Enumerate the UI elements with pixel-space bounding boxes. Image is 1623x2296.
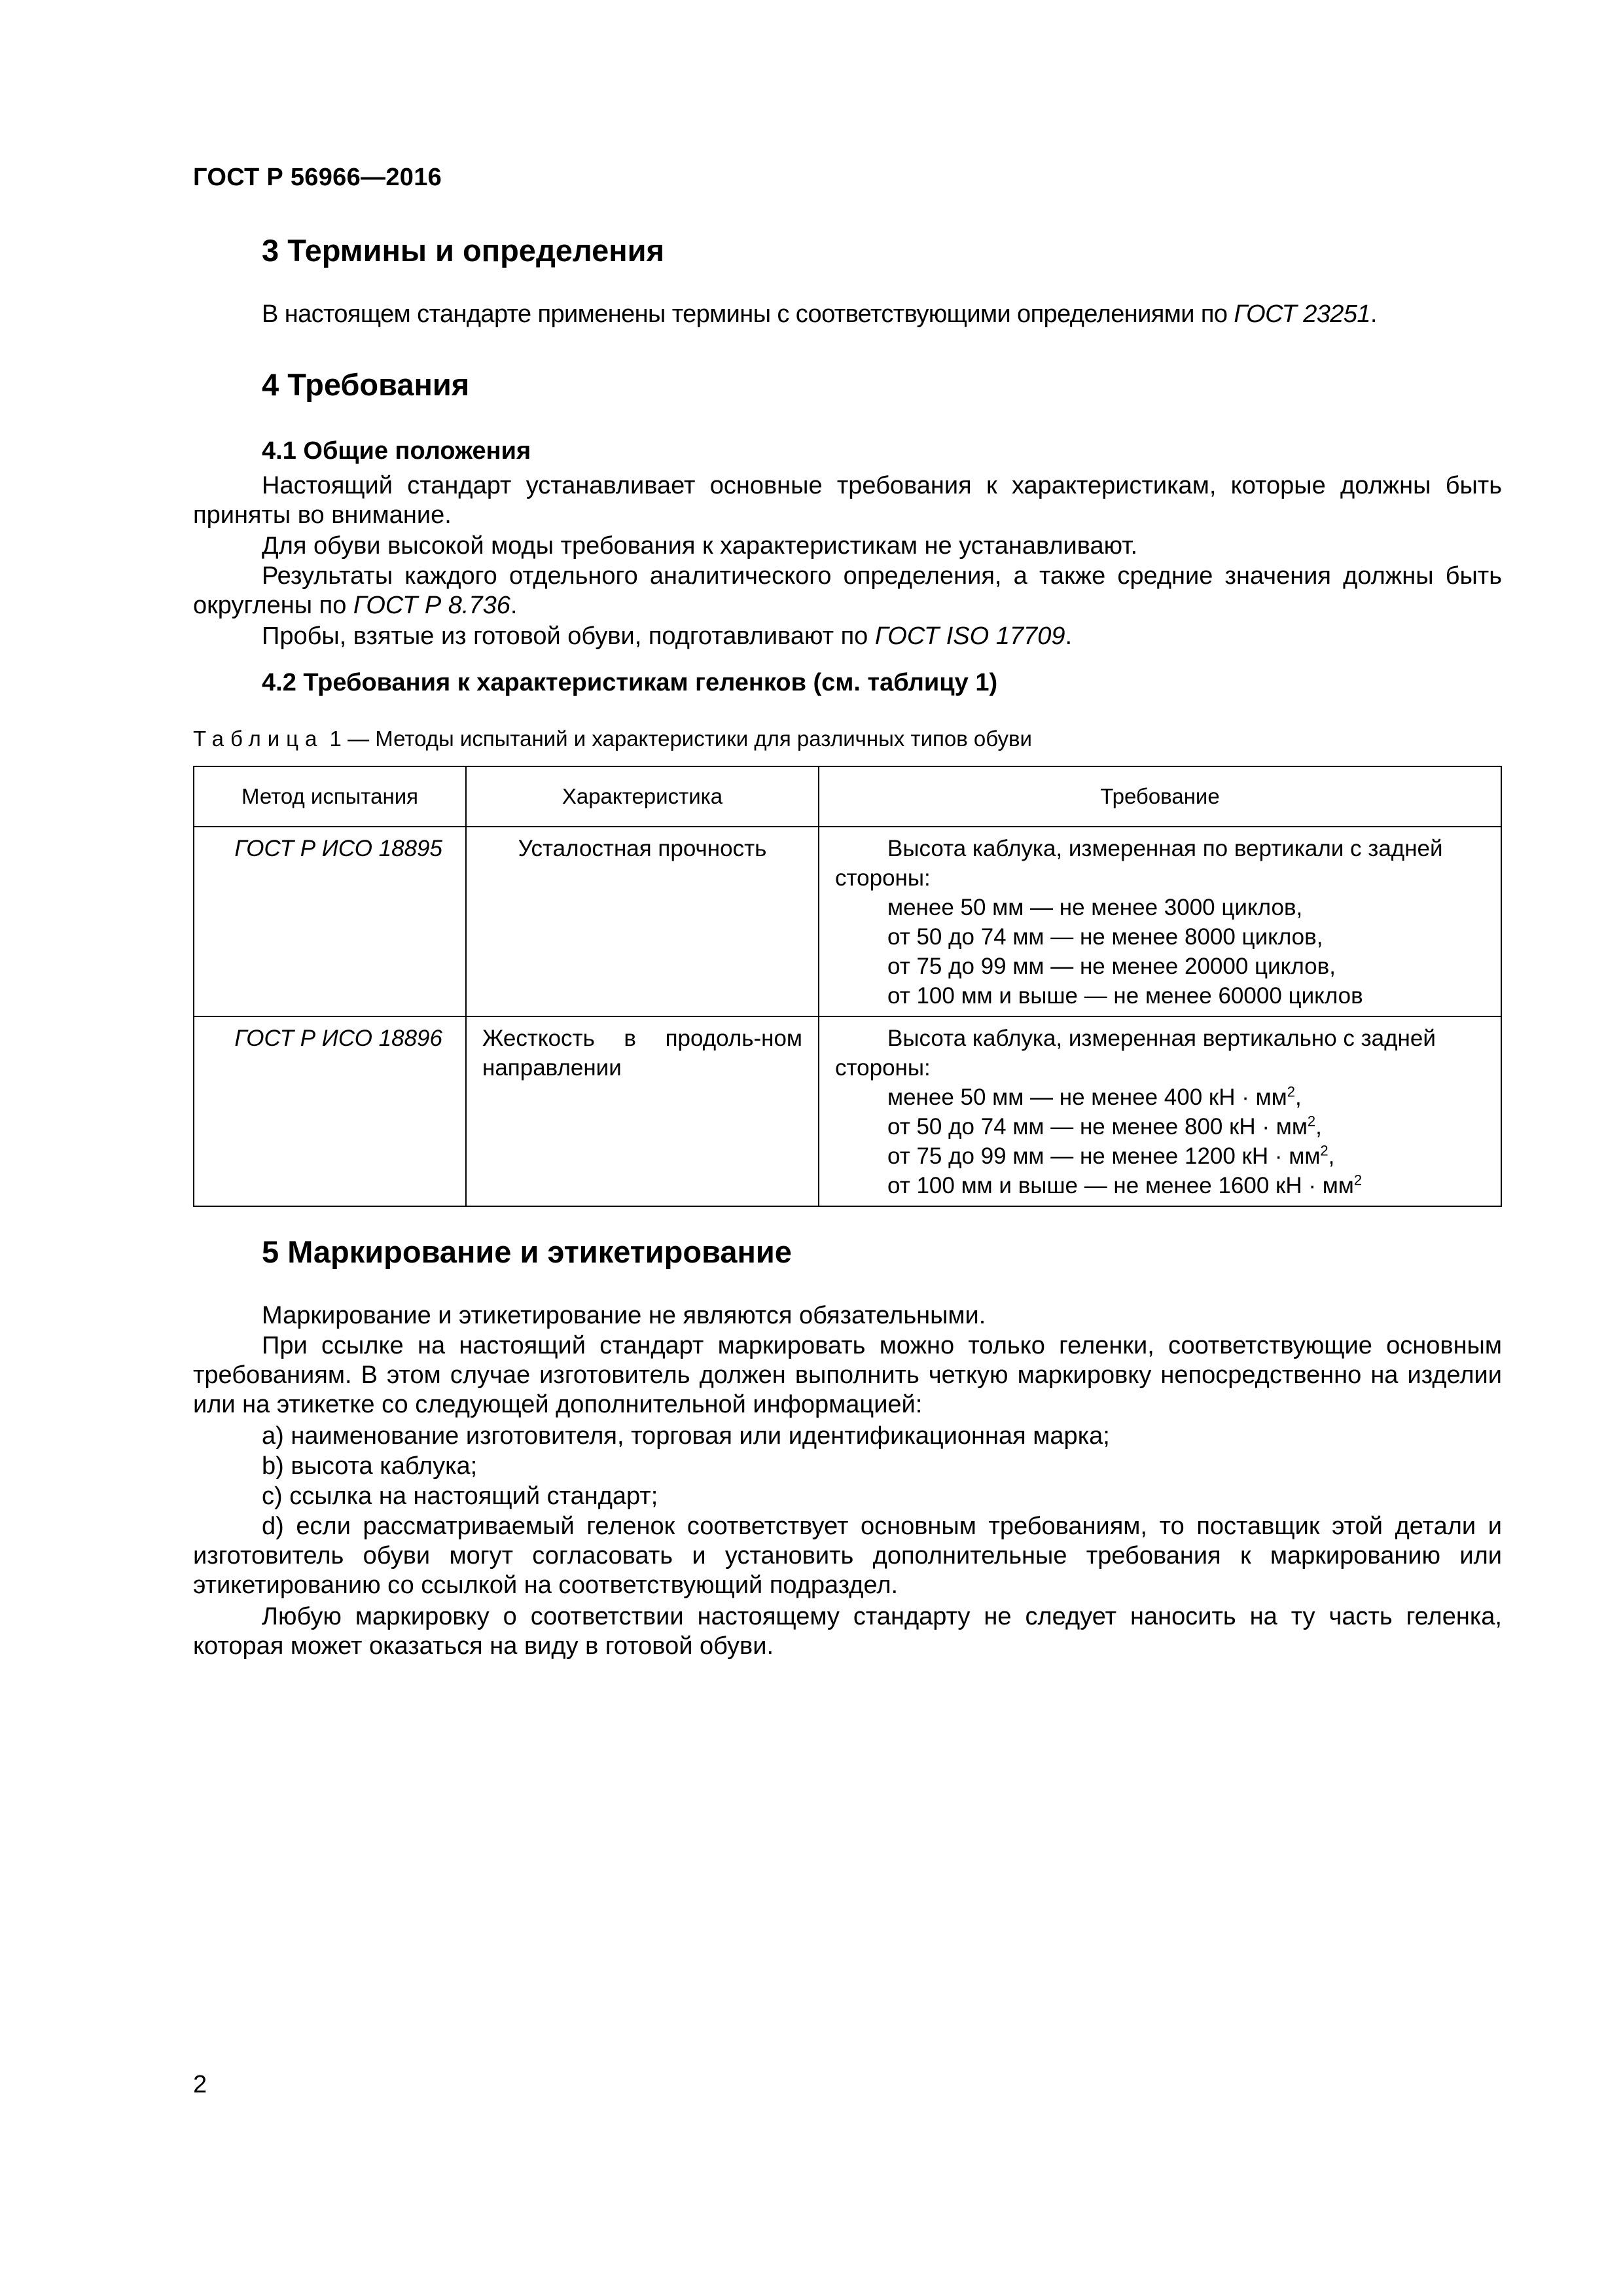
table-caption <box>193 726 1032 751</box>
superscript: 2 <box>1353 1172 1363 1189</box>
method-cell: ГОСТ Р ИСО 18895 <box>194 827 466 1016</box>
table-caption-text: 1 — Методы испытаний и характеристики для различных типов обуви <box>323 726 1032 751</box>
requirement-line: менее 50 мм — не менее 3000 циклов, <box>887 895 1303 920</box>
column-header-requirement: Требование <box>819 766 1501 827</box>
paragraph-5-1: Маркирование и этикетирование не являются обязательными. <box>262 1302 986 1329</box>
gost-iso-17709-ref: ГОСТ ISO 17709 <box>874 622 1065 650</box>
paragraph-5-2: При ссылке на настоящий стандарт маркировать можно только геленки, соответствующие основным требованиям. В этом случае изготовитель должен выполнить четкую маркировку непосредственно на изделии или на этикетке со следующей дополнительной информацией: <box>193 1332 1502 1418</box>
subsection-4-1-title: 4.1 Общие положения <box>262 437 531 465</box>
column-header-method: Метод испытания <box>194 766 466 827</box>
characteristic-cell: Жесткость в продоль-ном направлении <box>466 1016 819 1206</box>
subsection-4-2-title: 4.2 Требования к характеристикам геленков (см. таблицу 1) <box>262 669 998 696</box>
requirement-punct: , <box>1315 1114 1322 1139</box>
method-cell: ГОСТ Р ИСО 18896 <box>194 1016 466 1206</box>
table-row <box>194 827 1501 1016</box>
paragraph-5-3: Любую маркировку о соответствии настоящему стандарту не следует наносить на ту часть геленка, которая может оказаться на виду в готовой обуви. <box>193 1603 1502 1660</box>
gost-23251-ref: ГОСТ 23251 <box>1234 300 1370 328</box>
section-4-title: 4 Требования <box>262 367 470 402</box>
table-header-row <box>194 766 1501 827</box>
list-item-d: d) если рассматриваемый геленок соответствует основным требованиям, то поставщик этой детали и изготовитель обуви могут согласовать и установить дополнительные требования к маркированию или этикетированию со ссылкой на соответствующий подраздел. <box>193 1513 1502 1599</box>
section-3-text-body: В настоящем стандарте применены термины с соответствующими определениями по <box>262 300 1234 328</box>
requirement-intro-cont: стороны: <box>835 865 931 891</box>
gost-r-8-736-ref: ГОСТ Р 8.736 <box>353 592 510 619</box>
requirement-line <box>835 1083 1485 1112</box>
requirements-table <box>193 766 1502 1207</box>
document-header: ГОСТ Р 56966—2016 <box>193 164 442 191</box>
paragraph-4-1-3 <box>193 562 1502 620</box>
paragraph-4-1-4-end: . <box>1065 622 1073 650</box>
paragraph-4-1-3-body: Результаты каждого отдельного аналитического определения, а также средние значения должны быть округлены по <box>193 562 1502 619</box>
requirement-intro-cont: стороны: <box>835 1055 931 1081</box>
requirement-line <box>835 1171 1485 1200</box>
paragraph-4-1-4-body: Пробы, взятые из готовой обуви, подготавливают по <box>262 622 875 650</box>
requirement-line: от 100 мм и выше — не менее 60000 циклов <box>887 983 1363 1009</box>
section-5-title: 5 Маркирование и этикетирование <box>262 1234 792 1269</box>
paragraph-4-1-3-end: . <box>510 592 518 619</box>
requirement-text: от 50 до 74 мм — не менее 800 кН · мм <box>887 1114 1308 1139</box>
page-number: 2 <box>193 2071 207 2098</box>
requirement-punct: , <box>1328 1143 1335 1169</box>
paragraph-4-1-4 <box>193 622 1502 651</box>
section-3-text <box>193 300 1502 329</box>
requirement-line <box>835 1112 1485 1141</box>
requirement-line: от 75 до 99 мм — не менее 20000 циклов, <box>887 954 1336 979</box>
section-3-text-end: . <box>1370 300 1377 328</box>
requirement-text: менее 50 мм — не менее 400 кН · мм <box>887 1085 1287 1110</box>
section-3-title: 3 Термины и определения <box>262 233 664 268</box>
requirement-intro: Высота каблука, измеренная по вертикали с задней <box>887 836 1443 861</box>
requirement-intro: Высота каблука, измеренная вертикально с задней <box>887 1026 1436 1051</box>
table-row <box>194 1016 1501 1206</box>
requirement-text: от 100 мм и выше — не менее 1600 кН · мм <box>887 1173 1354 1198</box>
paragraph-4-1-2: Для обуви высокой моды требования к характеристикам не устанавливают. <box>262 532 1138 560</box>
requirement-cell <box>819 1016 1501 1206</box>
table-caption-label: Таблица <box>193 726 324 751</box>
requirement-line <box>835 1141 1485 1171</box>
requirement-text: от 75 до 99 мм — не менее 1200 кН · мм <box>887 1143 1321 1169</box>
superscript: 2 <box>1287 1083 1295 1100</box>
requirement-punct: , <box>1294 1085 1302 1110</box>
paragraph-4-1-1: Настоящий стандарт устанавливает основные требования к характеристикам, которые должны быть приняты во внимание. <box>193 472 1502 529</box>
superscript: 2 <box>1307 1113 1316 1130</box>
requirement-line: от 50 до 74 мм — не менее 8000 циклов, <box>887 924 1323 950</box>
list-item-a: a) наименование изготовителя, торговая или идентификационная марка; <box>262 1422 1110 1450</box>
requirement-cell <box>819 827 1501 1016</box>
characteristic-cell: Усталостная прочность <box>466 827 819 1016</box>
list-item-b: b) высота каблука; <box>262 1452 478 1480</box>
column-header-characteristic: Характеристика <box>466 766 819 827</box>
list-item-c: c) ссылка на настоящий стандарт; <box>262 1482 658 1510</box>
superscript: 2 <box>1320 1142 1329 1159</box>
